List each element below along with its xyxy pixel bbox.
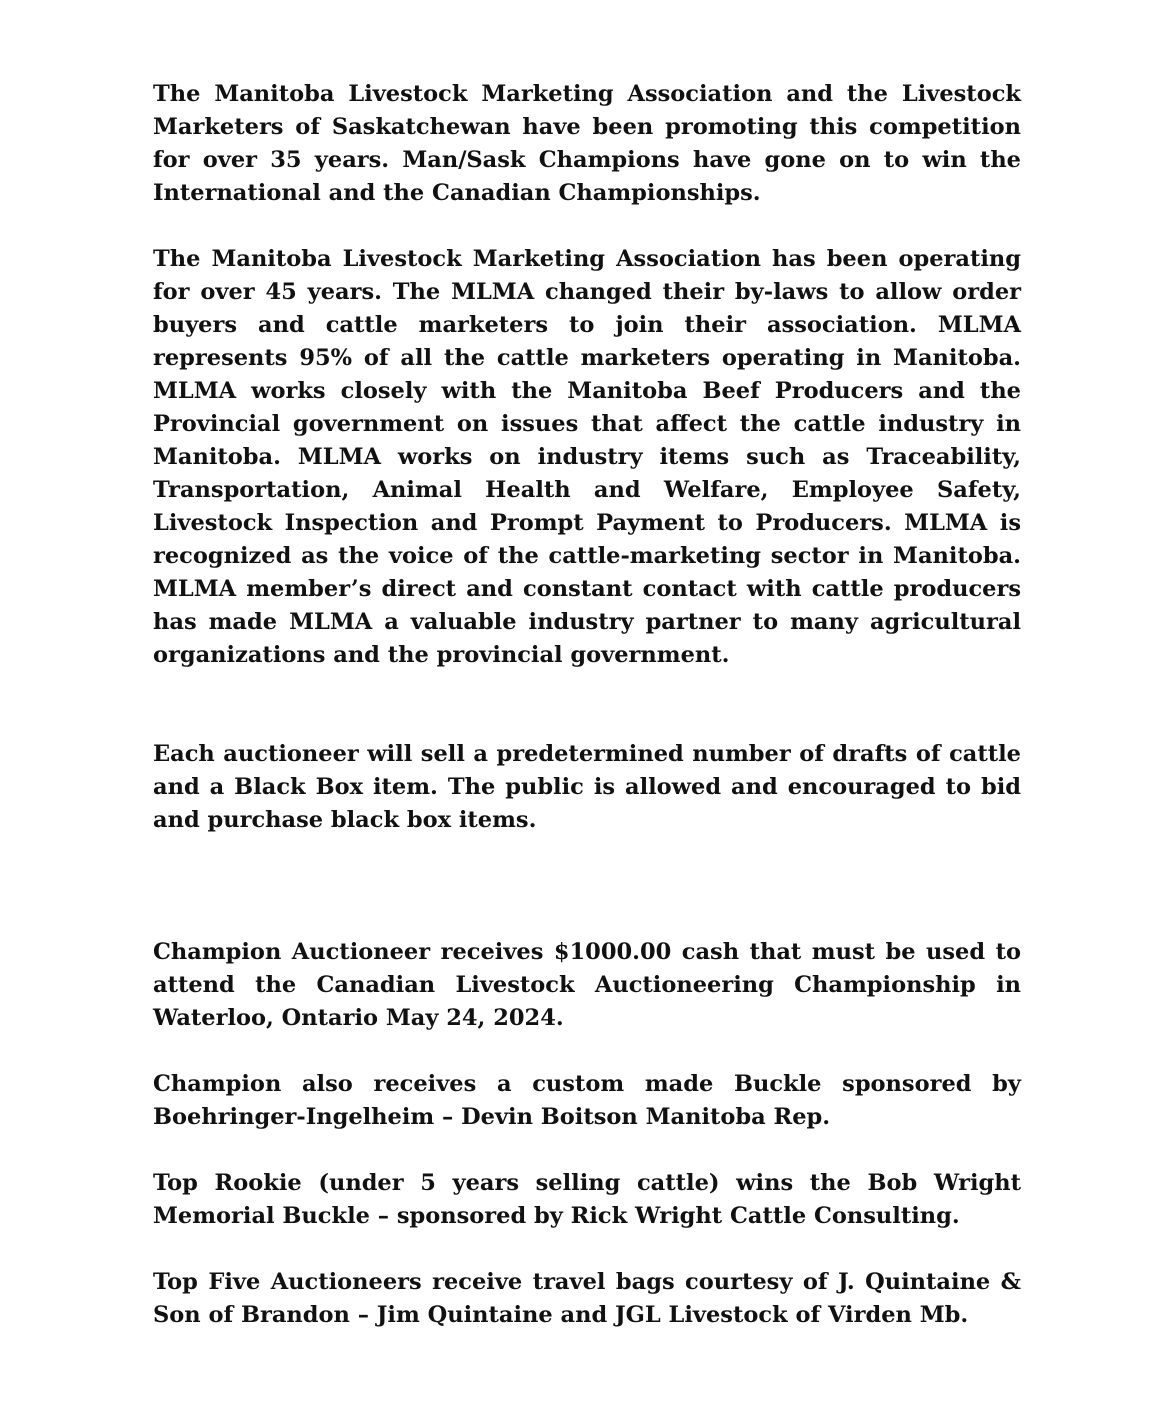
paragraph-auction-format: Each auctioneer will sell a predetermined number of drafts of cattle and a Black Box item. The public is allowed and encouraged to bid and purchase black box items. (153, 741, 1021, 833)
paragraph-spacer (153, 1233, 1021, 1266)
paragraph-spacer (153, 1035, 1021, 1068)
paragraph-mlma-overview: The Manitoba Livestock Marketing Association has been operating for over 45 years. The MLMA changed their by-laws to allow order buyers and cattle marketers to join their association. MLMA represents 95% of all the cattle marketers operating in Manitoba. MLMA works closely with the Manitoba Beef Producers and the Provincial government on issues that affect the cattle industry in Manitoba. MLMA works on industry items such as Traceability, Transportation, Animal Health and Welfare, Employee Safety, Livestock Inspection and Prompt Payment to Producers. MLMA is recognized as the voice of the cattle-marketing sector in Manitoba. MLMA member’s direct and constant contact with cattle producers has made MLMA a valuable industry partner to many agricultural organizations and the provincial government. (153, 246, 1021, 668)
paragraph-champion-buckle: Champion also receives a custom made Buckle sponsored by Boehringer-Ingelheim – Devin Boitson Manitoba Rep. (153, 1071, 1021, 1130)
paragraph-competition-history: The Manitoba Livestock Marketing Association and the Livestock Marketers of Saskatchewan have been promoting this competition for over 35 years. Man/Sask Champions have gone on to win the International and the Canadian Championships. (153, 81, 1021, 206)
paragraph-spacer (153, 672, 1021, 738)
paragraph-spacer (153, 210, 1021, 243)
paragraph-top-rookie: Top Rookie (under 5 years selling cattle) wins the Bob Wright Memorial Buckle – sponsored by Rick Wright Cattle Consulting. (153, 1170, 1021, 1229)
paragraph-spacer (153, 1134, 1021, 1167)
paragraph-spacer (153, 837, 1021, 936)
paragraph-champion-prize: Champion Auctioneer receives $1000.00 cash that must be used to attend the Canadian Livestock Auctioneering Championship in Waterloo, Ontario May 24, 2024. (153, 939, 1021, 1031)
paragraph-top-five: Top Five Auctioneers receive travel bags courtesy of J. Quintaine & Son of Brandon – Jim Quintaine and JGL Livestock of Virden Mb. (153, 1269, 1021, 1328)
document-body (153, 78, 1021, 1332)
